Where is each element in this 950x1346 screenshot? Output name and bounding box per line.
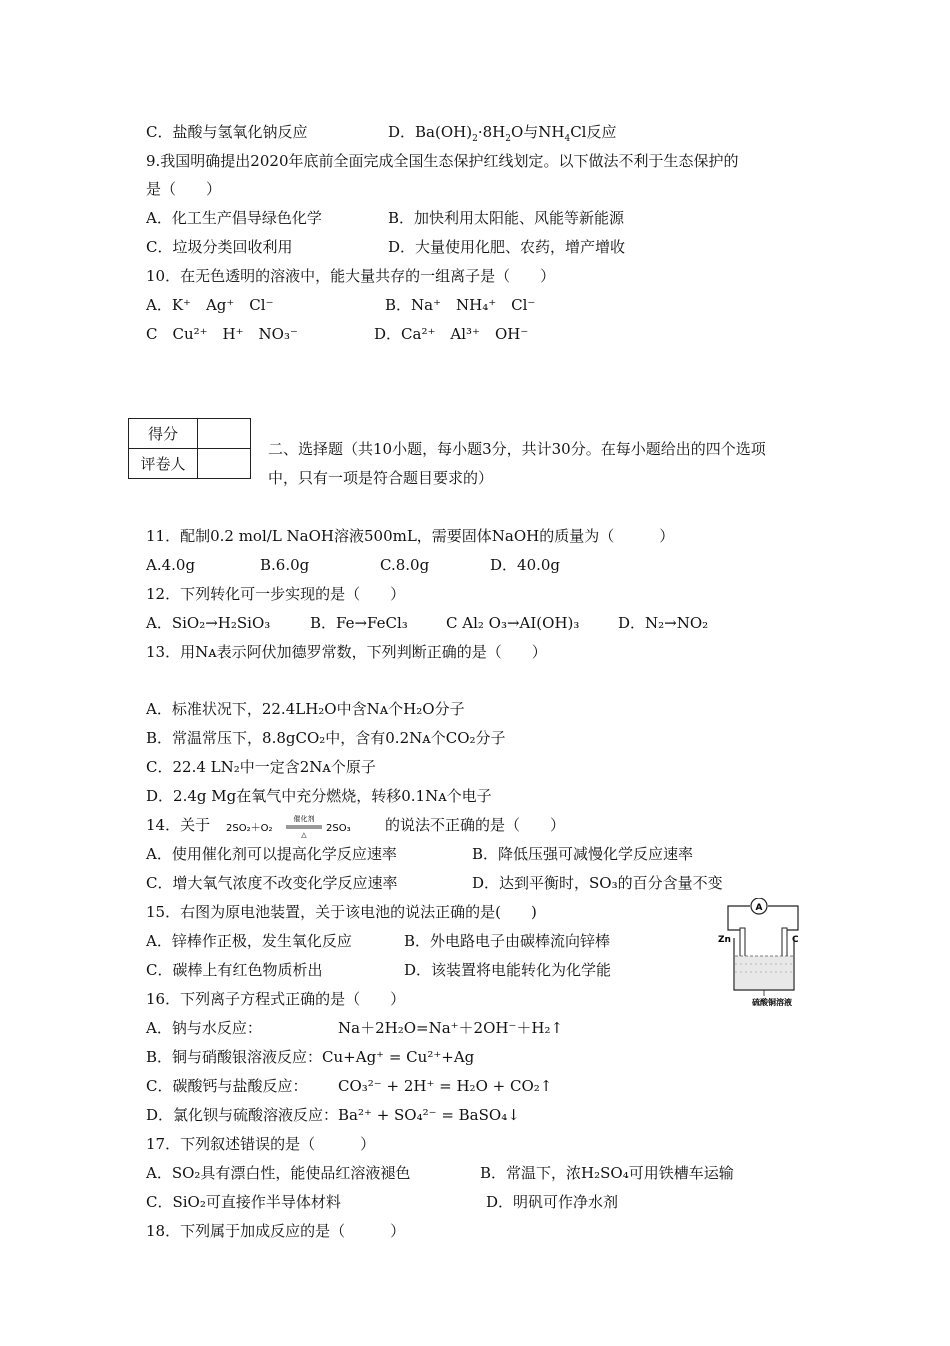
q8-option-d: D．$Ba(OH)_2\cdot 8H_2O$与$NH_4Cl$反应 <box>388 123 617 144</box>
q9-option-c: C．垃圾分类回收利用 <box>146 238 293 256</box>
q9-option-d: D．大量使用化肥、农药，增产增收 <box>388 238 626 256</box>
q9-option-a: A．化工生产倡导绿色化学 <box>146 209 322 227</box>
section-heading-cont: 中，只有一项是符合题目要求的） <box>268 469 494 487</box>
q16-stem: 16．下列离子方程式正确的是（ ） <box>146 990 406 1008</box>
q16-option-c-equation: CO₃²⁻ + 2H⁺ = H₂O + CO₂↑ <box>338 1077 553 1095</box>
q10-option-d: D．Ca²⁺ Al³⁺ OH⁻ <box>374 325 529 343</box>
equation-right: 2SO₃ <box>326 823 351 834</box>
q9-option-b: B．加快利用太阳能、风能等新能源 <box>388 209 625 227</box>
q14-option-d: D．达到平衡时，SO₃的百分含量不变 <box>472 874 723 892</box>
galvanic-cell-diagram <box>716 898 814 1008</box>
q15-stem: 15．右图为原电池装置，关于该电池的说法正确的是( ) <box>146 903 537 921</box>
solution-label: 硫酸铜溶液 <box>752 998 792 1007</box>
q12-option-d: D．N₂→NO₂ <box>618 614 709 632</box>
q13-stem: 13．用Nᴀ表示阿伏加德罗常数，下列判断正确的是（ ） <box>146 643 547 661</box>
q17-option-d: D．明矾可作净水剂 <box>486 1193 619 1211</box>
q16-option-a-label: A．钠与水反应： <box>146 1019 262 1037</box>
grader-cell[interactable] <box>198 449 251 479</box>
q10-option-c: C Cu²⁺ H⁺ NO₃⁻ <box>146 325 298 343</box>
q15-option-d: D．该装置将电能转化为化学能 <box>404 961 612 979</box>
q17-option-c: C．SiO₂可直接作半导体材料 <box>146 1193 341 1211</box>
q14-option-c: C．增大氧气浓度不改变化学反应速率 <box>146 874 398 892</box>
q15-option-b: B．外电路电子由碳棒流向锌棒 <box>404 932 611 950</box>
score-label: 得分 <box>129 419 198 449</box>
q11-option-a: A.4.0g <box>146 556 196 574</box>
q14-stem-pre: 14．关于 <box>146 816 211 834</box>
q10-stem: 10．在无色透明的溶液中，能大量共存的一组离子是（ ） <box>146 267 556 285</box>
q15-option-a: A．锌棒作正极，发生氧化反应 <box>146 932 352 950</box>
equation-condition-top: 催化剂 <box>293 815 315 823</box>
q17-option-b: B．常温下，浓H₂SO₄可用铁槽车运输 <box>480 1164 734 1182</box>
q16-option-d: D．氯化钡与硫酸溶液反应：Ba²⁺ + SO₄²⁻ = BaSO₄↓ <box>146 1106 520 1124</box>
q14-stem-post: 的说法不正确的是（ ） <box>385 816 566 834</box>
q10-option-a: A．K⁺ Ag⁺ Cl⁻ <box>146 296 274 314</box>
q17-stem: 17．下列叙述错误的是（ ） <box>146 1135 376 1153</box>
q12-option-b: B．Fe→FeCl₃ <box>310 614 408 632</box>
q16-option-c-label: C．碳酸钙与盐酸反应： <box>146 1077 308 1095</box>
carbon-label: C <box>792 935 799 945</box>
q13-option-d: D．2.4g Mg在氧气中充分燃烧，转移0.1Nᴀ个电子 <box>146 787 492 805</box>
q16-option-b: B．铜与硝酸银溶液反应：Cu+Ag⁺ = Cu²⁺+Ag <box>146 1048 475 1066</box>
q13-option-a: A．标准状况下，22.4LH₂O中含Nᴀ个H₂O分子 <box>146 700 465 718</box>
q17-option-a: A．SO₂具有漂白性，能使品红溶液褪色 <box>146 1164 411 1182</box>
q16-option-a-equation: Na＋2H₂O=Na⁺＋2OH⁻＋H₂↑ <box>338 1019 564 1037</box>
q10-option-b: B．Na⁺ NH₄⁺ Cl⁻ <box>385 296 536 314</box>
q13-option-b: B．常温常压下，8.8gCO₂中，含有0.2Nᴀ个CO₂分子 <box>146 729 506 747</box>
q11-stem: 11．配制0.2 mol/L NaOH溶液500mL，需要固体NaOH的质量为（ ） <box>146 527 675 545</box>
q8-option-c: C．盐酸与氢氧化钠反应 <box>146 123 308 141</box>
score-table <box>128 418 251 479</box>
zinc-label: Zn <box>718 935 731 945</box>
q13-option-c: C．22.4 LN₂中一定含2Nᴀ个原子 <box>146 758 376 776</box>
score-cell[interactable] <box>198 419 251 449</box>
q11-option-d: D．40.0g <box>490 556 561 574</box>
q14-option-a: A．使用催化剂可以提高化学反应速率 <box>146 845 397 863</box>
reaction-equation <box>222 812 374 838</box>
q14-option-b: B．降低压强可减慢化学反应速率 <box>472 845 694 863</box>
q12-stem: 12．下列转化可一步实现的是（ ） <box>146 585 406 603</box>
q12-option-c: C Al₂ O₃→AI(OH)₃ <box>446 614 580 632</box>
q9-stem-cont: 是（ ） <box>146 180 222 198</box>
equation-left: 2SO₂＋O₂ <box>226 823 273 834</box>
section-heading: 二、选择题（共10小题，每小题3分，共计30分。在每小题给出的四个选项 <box>268 440 766 458</box>
q9-stem: 9.我国明确提出2020年底前全面完成全国生态保护红线划定。以下做法不利于生态保护的 <box>146 152 739 170</box>
q12-option-a: A．SiO₂→H₂SiO₃ <box>146 614 271 632</box>
q15-option-c: C．碳棒上有红色物质析出 <box>146 961 323 979</box>
solution <box>735 956 793 989</box>
equation-condition-bottom: △ <box>301 831 307 838</box>
q11-option-b: B.6.0g <box>260 556 310 574</box>
ammeter-label: A <box>755 903 763 913</box>
grader-label: 评卷人 <box>129 449 198 479</box>
q11-option-c: C.8.0g <box>380 556 430 574</box>
q18-stem: 18．下列属于加成反应的是（ ） <box>146 1222 406 1240</box>
